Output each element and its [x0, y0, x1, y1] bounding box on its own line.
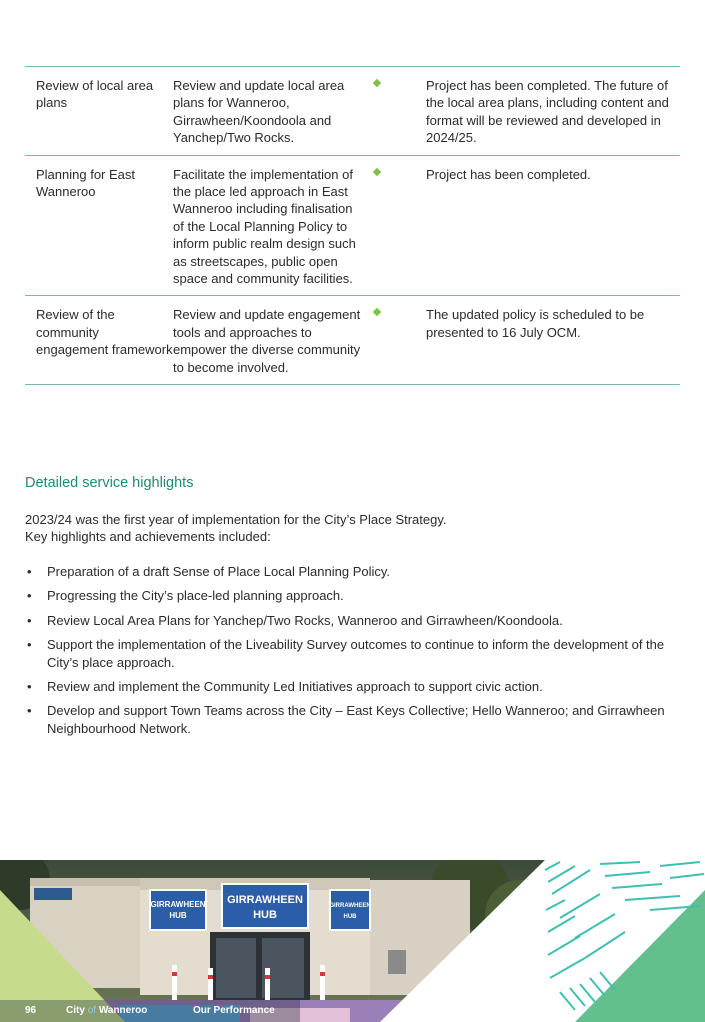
brand-name: Wanneroo	[98, 1005, 148, 1016]
table-cell-description: Review and update local area plans for Wanneroo, Girrawheen/Koondoola and Yanchep/Two Rocks.	[173, 78, 345, 146]
sign-main-line1: GIRRAWHEEN	[227, 894, 303, 906]
intro-paragraph	[25, 511, 680, 546]
table-cell-comment: The updated policy is scheduled to be presented to 16 July OCM.	[426, 307, 645, 340]
green-diamond-icon	[373, 167, 381, 175]
green-diamond-icon	[373, 308, 381, 316]
brand-of: of	[87, 1005, 97, 1016]
table-cell-item: Review of local area plans	[36, 78, 154, 111]
table-cell-description: Review and update engagement tools and approaches to empower the diverse community to become involved.	[173, 307, 361, 375]
table-cell-status	[363, 77, 426, 147]
intro-line: Key highlights and achievements included:	[25, 529, 271, 545]
table-row	[25, 296, 680, 385]
table-cell-item: Review of the community engagement framework	[36, 307, 173, 358]
table-cell-item: Planning for East Wanneroo	[36, 166, 136, 200]
green-diamond-icon	[373, 79, 381, 87]
table-cell-comment: Project has been completed. The future of the local area plans, including content and format will be reviewed and developed in 2024/25.	[426, 78, 669, 146]
table-cell-description: Facilitate the implementation of the place led approach in East Wanneroo including finalisation of the Local Planning Policy to inform public realm design such as streetscapes, public open space and community facilities.	[173, 166, 356, 287]
initiatives-table	[25, 66, 680, 385]
sign-right-line1: GIRRAWHEEN	[329, 903, 371, 909]
photo-illustration	[0, 860, 705, 1022]
girrawheen-hub-photo	[0, 860, 705, 1022]
intro-line: 2023/24 was the first year of implementation for the City’s Place Strategy.	[25, 512, 447, 527]
section-label: Our Performance	[193, 1005, 275, 1016]
list-item: • Support the implementation of the Liveability Survey outcomes to continue to inform the development of the City’s place approach.	[25, 636, 680, 671]
list-item: • Review and implement the Community Led Initiatives approach to support civic action.	[25, 678, 680, 695]
brand-wordmark	[66, 1005, 147, 1016]
list-item: • Review Local Area Plans for Yanchep/Two Rocks, Wanneroo and Girrawheen/Koondoola.	[25, 612, 680, 629]
sign-left-line1: GIRRAWHEEN	[150, 900, 206, 909]
table-row	[25, 156, 680, 297]
table-cell-status	[363, 306, 426, 376]
list-item: • Progressing the City’s place-led planning approach.	[25, 587, 680, 604]
table-cell-comment: Project has been completed.	[426, 166, 591, 182]
sign-main-line2: HUB	[253, 909, 277, 921]
highlights-list	[25, 563, 680, 744]
table-cell-status	[363, 166, 426, 288]
table-row	[25, 67, 680, 156]
page-number: 96	[25, 1005, 37, 1016]
brand-city: City	[66, 1005, 85, 1016]
list-item: • Preparation of a draft Sense of Place Local Planning Policy.	[25, 563, 680, 580]
section-heading: Detailed service highlights	[25, 475, 194, 491]
sign-left-line2: HUB	[169, 911, 187, 920]
list-item: • Develop and support Town Teams across the City – East Keys Collective; Hello Wanneroo; and Girrawheen Neighbourhood Network.	[25, 702, 680, 737]
sign-right-line2: HUB	[343, 914, 357, 920]
